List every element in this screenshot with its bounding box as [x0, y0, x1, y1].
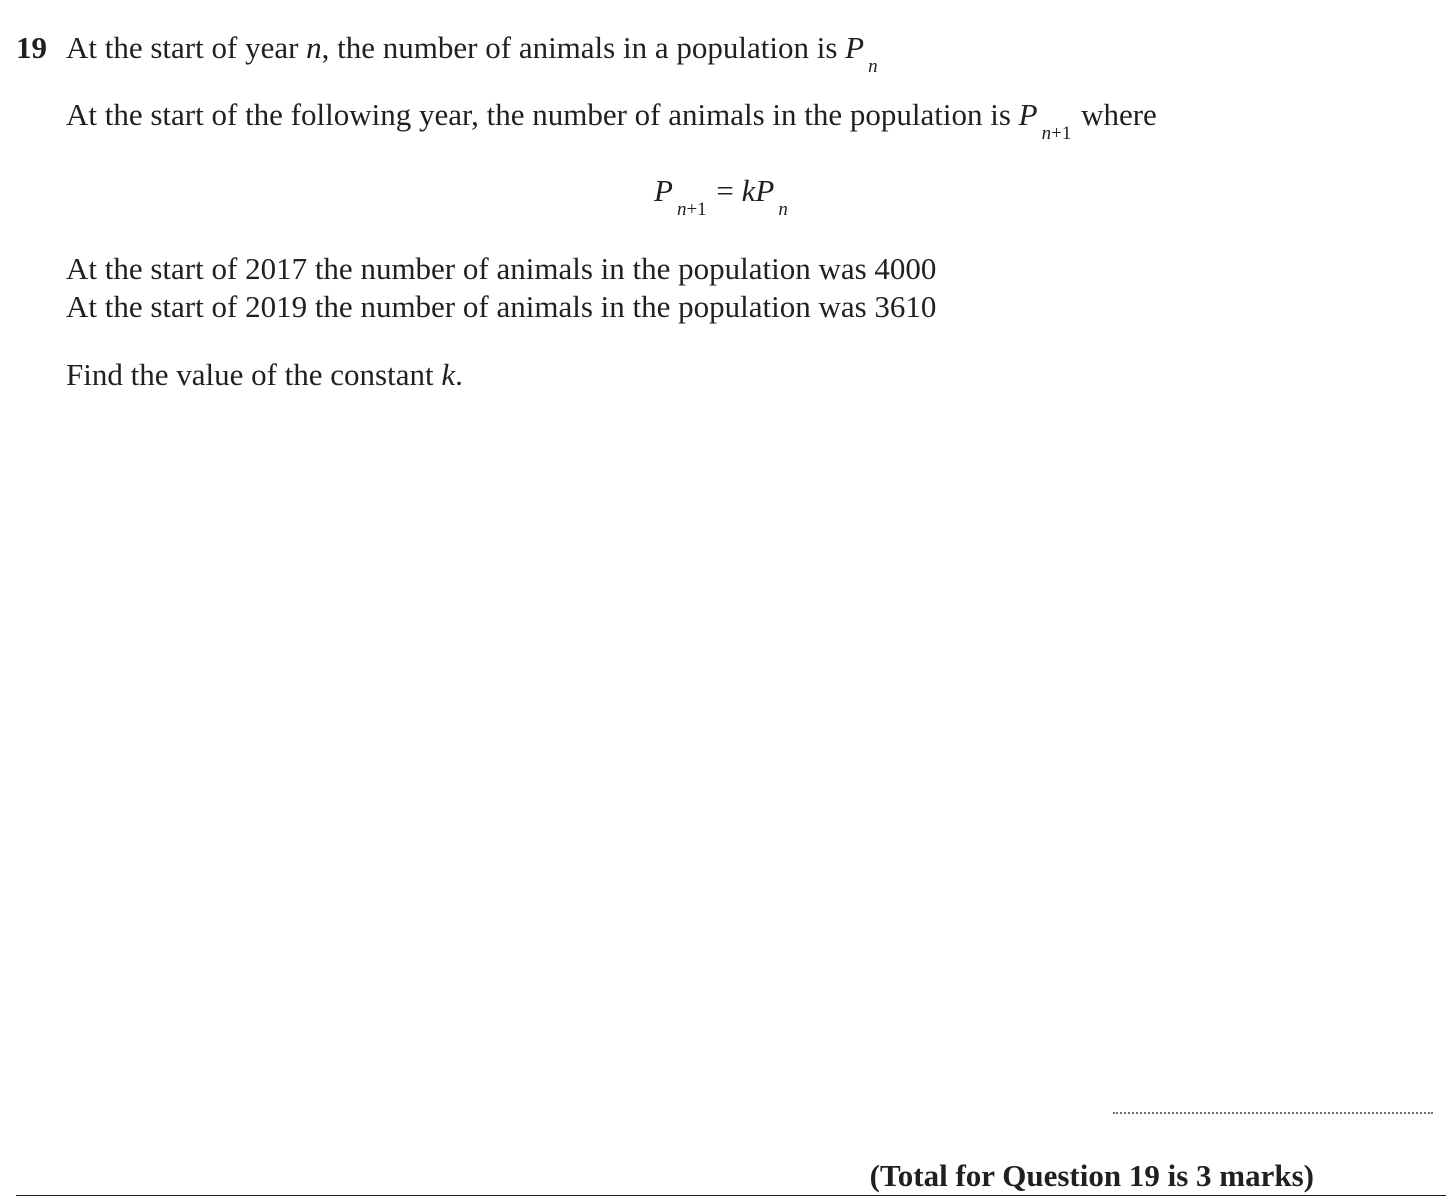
fact-2019: At the start of 2019 the number of animals in the population was 3610: [66, 289, 937, 324]
question-prompt: [66, 357, 463, 393]
var-n: n: [306, 30, 322, 65]
var-k: k: [441, 357, 456, 392]
subscript-n: n: [1041, 123, 1052, 144]
line2-text-before: At the start of the following year, the number of animals in the population is: [66, 97, 1019, 132]
var-P: P: [845, 30, 865, 65]
formula-lhs-subscript: [677, 199, 707, 220]
formula-lhs-sub-n: n: [676, 199, 687, 220]
formula-equals: =: [708, 173, 742, 208]
line1-text-mid: , the number of animals in a population is: [321, 30, 846, 65]
var-P: P: [1018, 97, 1038, 132]
question-number: 19: [16, 30, 47, 65]
question-line-2: [66, 97, 1157, 144]
subscript-plus-1: +1: [1051, 123, 1072, 144]
formula-rhs-sub-n: n: [778, 199, 788, 220]
subscript-n-plus-1: [1042, 123, 1072, 144]
bottom-rule: [16, 1195, 1446, 1196]
formula-lhs-P: P: [654, 173, 673, 208]
answer-line[interactable]: [1113, 1112, 1433, 1114]
line1-text-before: At the start of year: [66, 30, 307, 65]
total-marks: (Total for Question 19 is 3 marks): [869, 1158, 1314, 1193]
fact-2017: At the start of 2017 the number of animals in the population was 4000: [66, 251, 937, 286]
question-line-1: [66, 30, 880, 77]
subscript-n: n: [868, 56, 878, 77]
recurrence-formula: [654, 173, 790, 220]
formula-lhs-sub-plus-1: +1: [686, 199, 707, 220]
prompt-text-before: Find the value of the constant: [66, 357, 442, 392]
formula-rhs-kP: kP: [741, 173, 775, 208]
prompt-text-after: .: [455, 357, 463, 392]
line2-text-after: where: [1073, 97, 1157, 132]
